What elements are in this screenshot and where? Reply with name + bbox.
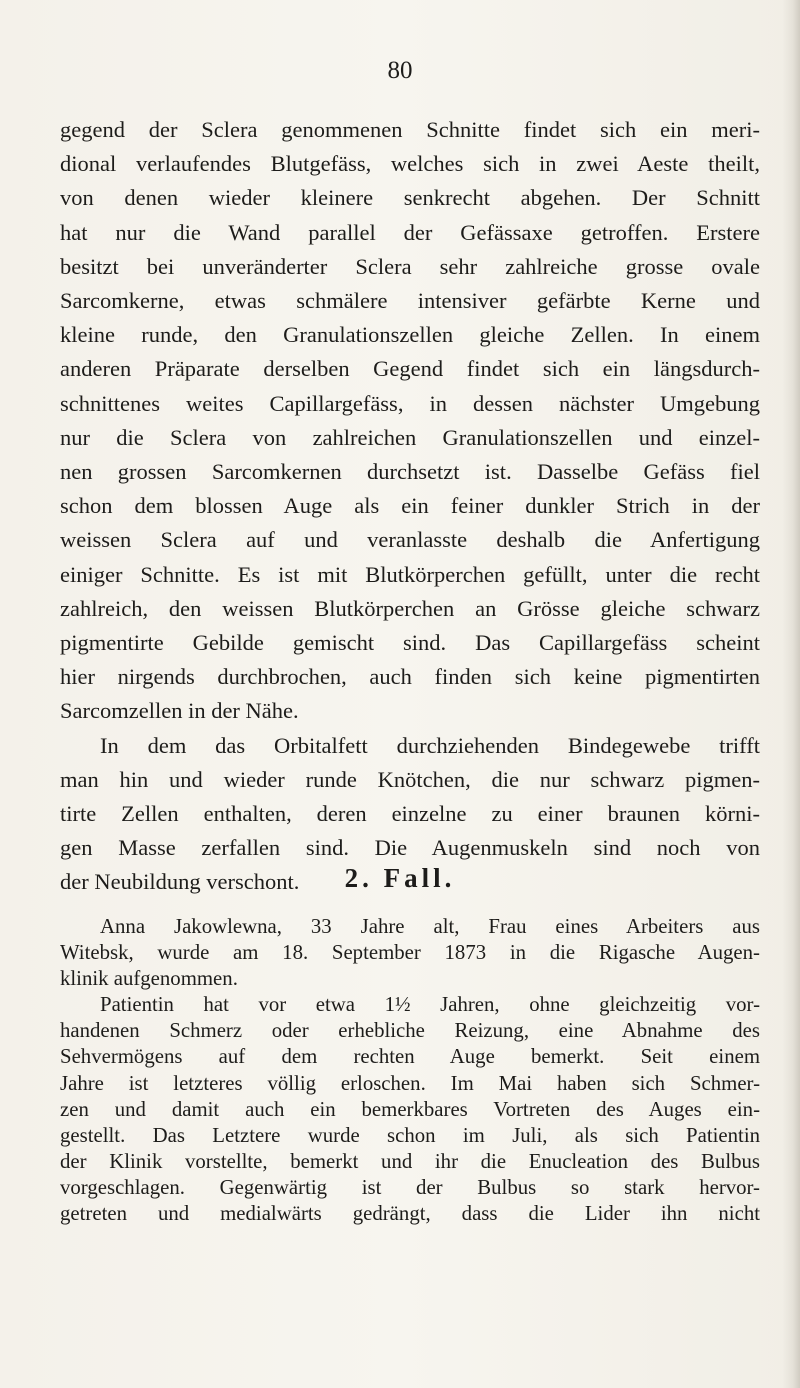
- body-text-section-2: [60, 914, 760, 1227]
- text-line: gegend der Sclera genommenen Schnitte findet sich ein meri-: [60, 117, 760, 142]
- text-line: hat nur die Wand parallel der Gefässaxe getroffen. Erstere: [60, 219, 760, 245]
- text-line: gen Masse zerfallen sind. Die Augenmuskeln sind noch von: [60, 835, 760, 861]
- text-line: von denen wieder kleinere senkrecht abgehen. Der Schnitt: [60, 185, 760, 211]
- text-line: getreten und medialwärts gedrängt, dass die Lider ihn nicht: [60, 1202, 760, 1226]
- text-line: nur die Sclera von zahlreichen Granulationszellen und einzel-: [60, 424, 760, 450]
- text-line: klinik aufgenommen.: [60, 967, 238, 991]
- text-line: einiger Schnitte. Es ist mit Blutkörperchen gefüllt, unter die recht: [60, 561, 760, 587]
- text-line: anderen Präparate derselben Gegend findet sich ein längsdurch-: [60, 356, 760, 382]
- text-line: nen grossen Sarcomkernen durchsetzt ist. Dasselbe Gefäss fiel: [60, 459, 760, 485]
- text-line: man hin und wieder runde Knötchen, die nur schwarz pigmen-: [60, 766, 760, 792]
- text-line: Anna Jakowlewna, 33 Jahre alt, Frau eines Arbeiters aus: [100, 915, 760, 938]
- text-line: tirte Zellen enthalten, deren einzelne zu einer braunen körni-: [60, 801, 760, 827]
- text-line: Witebsk, wurde am 18. September 1873 in die Rigasche Augen-: [60, 941, 760, 965]
- page-number: 80: [387, 57, 413, 84]
- text-line: hier nirgends durchbrochen, auch finden sich keine pigmentirten: [60, 664, 760, 690]
- page-edge-shadow: [782, 0, 800, 1388]
- text-line: weissen Sclera auf und veranlasste deshalb die Anfertigung: [60, 527, 760, 553]
- text-line: In dem das Orbitalfett durchziehenden Bindegewebe trifft: [100, 732, 760, 758]
- text-line: zahlreich, den weissen Blutkörperchen an Grösse gleiche schwarz: [60, 595, 760, 621]
- text-line: Sarcomzellen in der Nähe.: [60, 698, 299, 724]
- text-line: besitzt bei unveränderter Sclera sehr zahlreiche grosse ovale: [60, 253, 760, 279]
- text-line: gestellt. Das Letztere wurde schon im Juli, als sich Patientin: [60, 1123, 760, 1147]
- text-line: schon dem blossen Auge als ein feiner dunkler Strich in der: [60, 493, 760, 519]
- text-line: schnittenes weites Capillargefäss, in dessen nächster Umgebung: [60, 390, 760, 416]
- text-line: zen und damit auch ein bemerkbares Vortreten des Auges ein-: [60, 1097, 760, 1121]
- text-line: der Neubildung verschont.: [60, 869, 300, 895]
- text-line: kleine runde, den Granulationszellen gleiche Zellen. In einem: [60, 322, 760, 348]
- body-text-section-1: [60, 113, 760, 900]
- text-line: Jahre ist letzteres völlig erloschen. Im Mai haben sich Schmer-: [60, 1071, 760, 1095]
- text-line: Sehvermögens auf dem rechten Auge bemerkt. Seit einem: [60, 1045, 760, 1069]
- text-line: handenen Schmerz oder erhebliche Reizung, eine Abnahme des: [60, 1019, 760, 1043]
- section-heading: 2. Fall.: [344, 863, 456, 893]
- text-line: Sarcomkerne, etwas schmälere intensiver gefärbte Kerne und: [60, 288, 760, 314]
- text-line: der Klinik vorstellte, bemerkt und ihr die Enucleation des Bulbus: [60, 1149, 760, 1173]
- text-line: Patientin hat vor etwa 1½ Jahren, ohne gleichzeitig vor-: [100, 993, 760, 1017]
- text-line: dional verlaufendes Blutgefäss, welches sich in zwei Aeste theilt,: [60, 151, 760, 177]
- text-line: vorgeschlagen. Gegenwärtig ist der Bulbus so stark hervor-: [60, 1175, 760, 1199]
- text-line: pigmentirte Gebilde gemischt sind. Das Capillargefäss scheint: [60, 630, 760, 656]
